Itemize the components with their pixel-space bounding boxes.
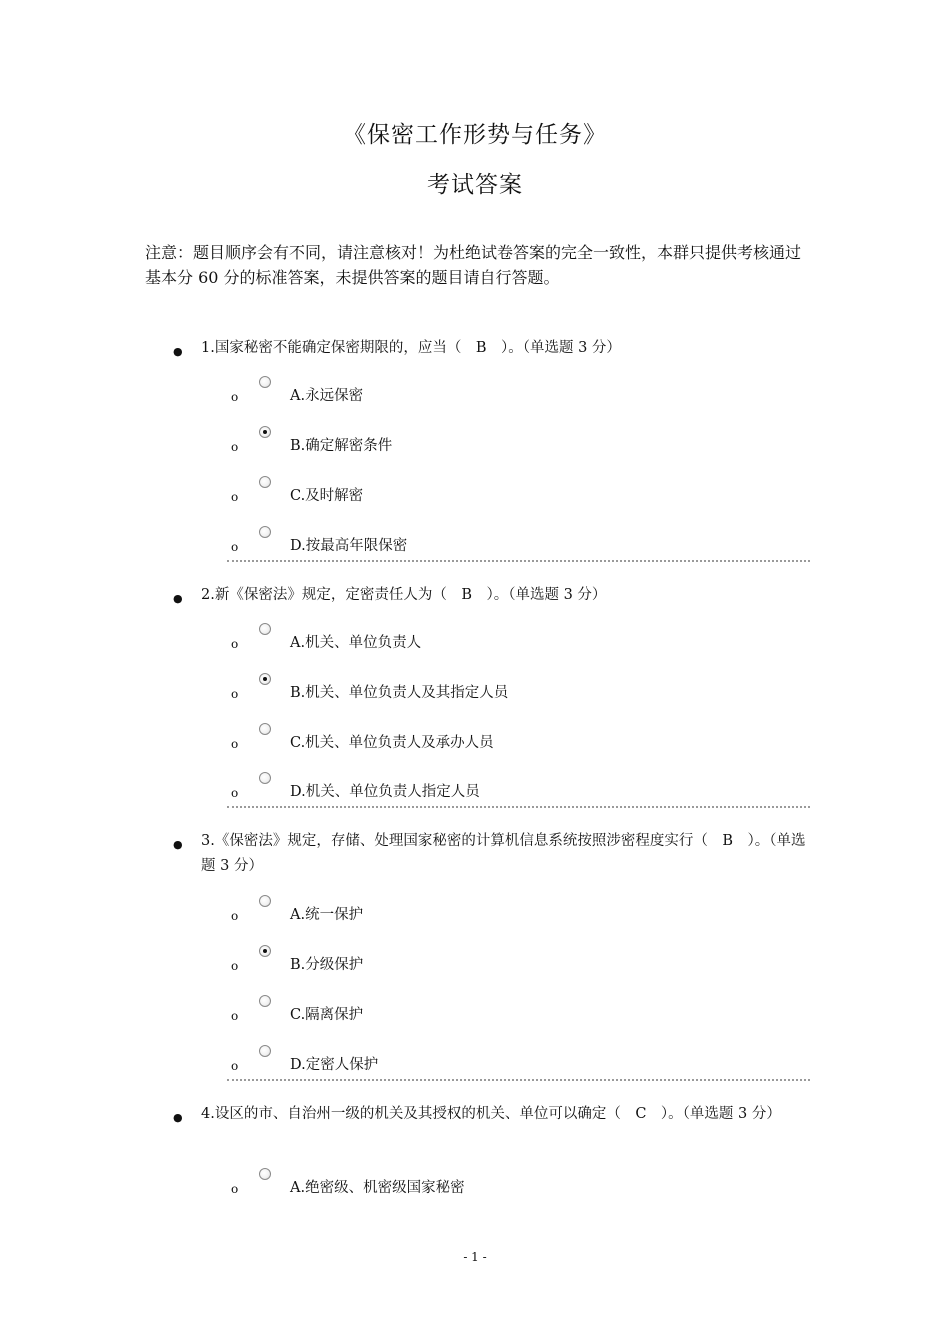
option-bullet: o xyxy=(231,1059,239,1073)
option-label: B.机关、单位负责人及其指定人员 xyxy=(290,685,509,701)
option-bullet: o xyxy=(231,959,239,973)
option-label: A.机关、单位负责人 xyxy=(290,635,422,651)
option-label: D.按最高年限保密 xyxy=(290,538,408,554)
option-label: C.隔离保护 xyxy=(290,1007,364,1023)
answer-option[interactable] xyxy=(0,426,950,466)
answer-option[interactable] xyxy=(0,376,950,416)
option-bullet: o xyxy=(231,1182,239,1196)
answer-option[interactable] xyxy=(0,673,950,713)
radio-dot-icon xyxy=(263,430,267,434)
option-label: A.永远保密 xyxy=(290,388,364,404)
radio-button[interactable] xyxy=(259,772,271,784)
option-bullet: o xyxy=(231,637,239,651)
answer-option[interactable] xyxy=(0,995,950,1035)
question-bullet: ● xyxy=(173,838,183,851)
radio-button[interactable] xyxy=(259,1168,271,1180)
option-bullet: o xyxy=(231,737,239,751)
question-bullet: ● xyxy=(173,592,183,605)
answer-option[interactable] xyxy=(0,1168,950,1208)
radio-button-selected[interactable] xyxy=(259,426,271,438)
document-title: 《保密工作形势与任务》 xyxy=(343,122,607,148)
radio-button-selected[interactable] xyxy=(259,945,271,957)
radio-button[interactable] xyxy=(259,476,271,488)
option-bullet: o xyxy=(231,540,239,554)
question-divider xyxy=(227,560,810,562)
answer-option[interactable] xyxy=(0,623,950,663)
document-subtitle: 考试答案 xyxy=(427,172,523,198)
page-number: - 1 - xyxy=(463,1250,487,1264)
radio-button[interactable] xyxy=(259,1045,271,1057)
option-label: D.定密人保护 xyxy=(290,1057,379,1073)
question-divider xyxy=(227,806,810,808)
question-text: 1.国家秘密不能确定保密期限的，应当（ B ）。（单选题 3 分） xyxy=(201,340,621,356)
option-label: D.机关、单位负责人指定人员 xyxy=(290,784,480,800)
option-bullet: o xyxy=(231,440,239,454)
radio-button[interactable] xyxy=(259,723,271,735)
option-bullet: o xyxy=(231,490,239,504)
option-bullet: o xyxy=(231,909,239,923)
radio-button[interactable] xyxy=(259,995,271,1007)
option-bullet: o xyxy=(231,1009,239,1023)
option-label: B.分级保护 xyxy=(290,957,364,973)
option-label: C.及时解密 xyxy=(290,488,364,504)
question-text: 3.《保密法》规定，存储、处理国家秘密的计算机信息系统按照涉密程度实行（ B ）。（单选题 3 分） xyxy=(201,833,806,874)
option-bullet: o xyxy=(231,390,239,404)
radio-button[interactable] xyxy=(259,623,271,635)
radio-button-selected[interactable] xyxy=(259,673,271,685)
answer-option[interactable] xyxy=(0,895,950,935)
option-label: B.确定解密条件 xyxy=(290,438,393,454)
radio-dot-icon xyxy=(263,677,267,681)
question-bullet: ● xyxy=(173,1111,183,1124)
answer-option[interactable] xyxy=(0,476,950,516)
notice-paragraph: 注意：题目顺序会有不同，请注意核对！为杜绝试卷答案的完全一致性，本群只提供考核通过基本分 60 分的标准答案，未提供答案的题目请自行答题。 xyxy=(145,243,802,287)
option-label: A.绝密级、机密级国家秘密 xyxy=(290,1180,465,1196)
question-text: 2.新《保密法》规定，定密责任人为（ B ）。（单选题 3 分） xyxy=(201,587,607,603)
question-divider xyxy=(227,1079,810,1081)
option-bullet: o xyxy=(231,687,239,701)
radio-button[interactable] xyxy=(259,895,271,907)
answer-option[interactable] xyxy=(0,945,950,985)
option-bullet: o xyxy=(231,786,239,800)
option-label: A.统一保护 xyxy=(290,907,364,923)
radio-button[interactable] xyxy=(259,376,271,388)
option-label: C.机关、单位负责人及承办人员 xyxy=(290,735,494,751)
radio-button[interactable] xyxy=(259,526,271,538)
question-bullet: ● xyxy=(173,345,183,358)
question-text: 4.设区的市、自治州一级的机关及其授权的机关、单位可以确定（ C ）。（单选题 3 分） xyxy=(201,1106,781,1122)
radio-dot-icon xyxy=(263,949,267,953)
answer-option[interactable] xyxy=(0,723,950,763)
